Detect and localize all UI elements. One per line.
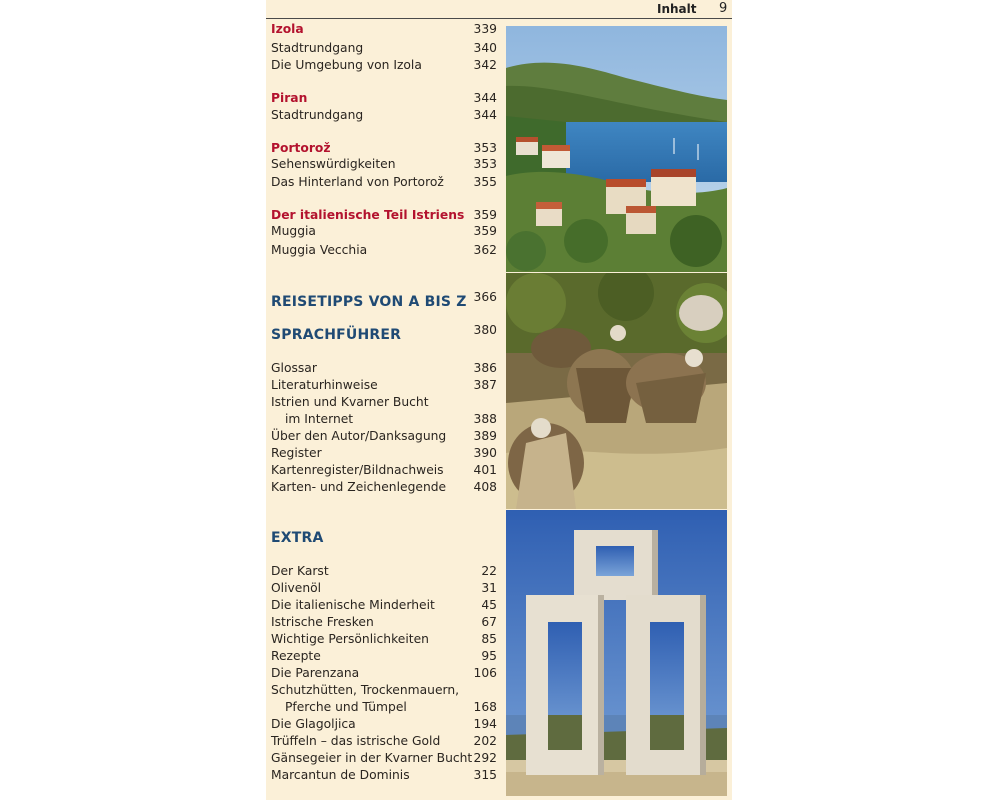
toc-entry-label: Rezepte bbox=[271, 649, 321, 663]
toc-entry bbox=[271, 733, 497, 750]
toc-entry-label: Kartenregister/Bildnachweis bbox=[271, 463, 444, 477]
toc-entry-page: 168 bbox=[473, 700, 497, 714]
toc-entry-page: 344 bbox=[473, 91, 497, 105]
toc-entry-label: Portorož bbox=[271, 141, 331, 155]
toc-entry-page: 344 bbox=[473, 108, 497, 122]
toc-entry bbox=[271, 292, 497, 312]
toc-entry-label: Der italienische Teil Istriens bbox=[271, 208, 465, 222]
toc-entry bbox=[271, 445, 497, 462]
toc-entry-page: 366 bbox=[473, 290, 497, 304]
toc-entry bbox=[271, 411, 497, 428]
toc-entry-label: Wichtige Persönlichkeiten bbox=[271, 632, 429, 646]
toc-entry-page: 390 bbox=[473, 446, 497, 460]
toc-entry-page: 340 bbox=[473, 41, 497, 55]
toc-entry bbox=[271, 107, 497, 124]
toc-entry-label: Die Parenzana bbox=[271, 666, 360, 680]
toc-entry bbox=[271, 90, 497, 107]
toc-entry bbox=[271, 207, 497, 224]
header-rule bbox=[266, 18, 732, 19]
toc-entry-page: 339 bbox=[473, 22, 497, 36]
toc-entry-page: 401 bbox=[473, 463, 497, 477]
toc-entry-page: 388 bbox=[473, 412, 497, 426]
toc-entry-page: 387 bbox=[473, 378, 497, 392]
toc-entry-page: 362 bbox=[473, 243, 497, 257]
toc-entry-label: SPRACHFÜHRER bbox=[271, 327, 402, 343]
toc-entry-page: 85 bbox=[481, 632, 497, 646]
toc-entry-page: 353 bbox=[473, 141, 497, 155]
toc-entry-label: Stadtrundgang bbox=[271, 41, 364, 55]
toc-entry bbox=[271, 682, 497, 699]
toc-entry-page: 380 bbox=[473, 323, 497, 337]
toc-entry-label: Marcantun de Dominis bbox=[271, 768, 410, 782]
toc-entry-label: im Internet bbox=[285, 412, 354, 426]
toc-entry-label: Literaturhinweise bbox=[271, 378, 378, 392]
toc-entry-page: 202 bbox=[473, 734, 497, 748]
toc-entry-page: 386 bbox=[473, 361, 497, 375]
toc-entry-label: Olivenöl bbox=[271, 581, 322, 595]
toc-entry bbox=[271, 428, 497, 445]
toc-entry bbox=[271, 699, 497, 716]
toc-entry bbox=[271, 597, 497, 614]
header-title: Inhalt bbox=[657, 2, 697, 16]
toc-entry bbox=[271, 325, 497, 345]
toc-entry-page: 408 bbox=[473, 480, 497, 494]
coastal-town-photo bbox=[506, 26, 727, 272]
toc-entry-label: Gänsegeier in der Kvarner Bucht bbox=[271, 751, 473, 765]
toc-entry bbox=[271, 462, 497, 479]
toc-entry-page: 389 bbox=[473, 429, 497, 443]
toc-entry bbox=[271, 580, 497, 597]
toc-entry bbox=[271, 40, 497, 57]
toc-entry-label: Über den Autor/Danksagung bbox=[271, 429, 447, 443]
toc-entry-page: 292 bbox=[473, 751, 497, 765]
toc-entry-label: Sehenswürdigkeiten bbox=[271, 157, 396, 171]
book-page bbox=[266, 0, 732, 800]
toc-entry bbox=[271, 394, 497, 411]
toc-entry-label: REISETIPPS VON A BIS Z bbox=[271, 294, 467, 310]
toc-entry-label: Muggia Vecchia bbox=[271, 243, 368, 257]
toc-entry-label: Stadtrundgang bbox=[271, 108, 364, 122]
toc-entry-page: 194 bbox=[473, 717, 497, 731]
toc-entry-page: 67 bbox=[481, 615, 497, 629]
toc-entry-label: Glossar bbox=[271, 361, 317, 375]
header-page-number: 9 bbox=[719, 1, 728, 16]
toc-entry-page: 106 bbox=[473, 666, 497, 680]
toc-entry bbox=[271, 377, 497, 394]
toc-entry-page: 355 bbox=[473, 175, 497, 189]
toc-entry bbox=[271, 750, 497, 767]
toc-entry-label: Pferche und Tümpel bbox=[285, 700, 407, 714]
toc-entry-label: Karten- und Zeichenlegende bbox=[271, 480, 447, 494]
toc-entry bbox=[271, 57, 497, 74]
toc-entry bbox=[271, 563, 497, 580]
toc-entry-label: Trüffeln – das istrische Gold bbox=[271, 734, 441, 748]
toc-entry bbox=[271, 21, 497, 38]
toc-entry-page: 22 bbox=[481, 564, 497, 578]
toc-entry bbox=[271, 665, 497, 682]
toc-entry-label: Muggia bbox=[271, 224, 316, 238]
page-header bbox=[266, 0, 732, 18]
toc-entry bbox=[271, 174, 497, 191]
toc-entry-page: 45 bbox=[481, 598, 497, 612]
toc-entry-page: 315 bbox=[473, 768, 497, 782]
toc-entry-page: 31 bbox=[481, 581, 497, 595]
toc-entry bbox=[271, 716, 497, 733]
toc-entry bbox=[271, 223, 497, 240]
toc-entry-label: Istrien und Kvarner Bucht bbox=[271, 395, 429, 409]
toc-entry-label: Die Glagoljica bbox=[271, 717, 356, 731]
toc-entry-label: Izola bbox=[271, 22, 304, 36]
toc-entry-label: Die Umgebung von Izola bbox=[271, 58, 422, 72]
toc-entry-page: 359 bbox=[473, 224, 497, 238]
toc-entry bbox=[271, 614, 497, 631]
toc-entry-label: Register bbox=[271, 446, 322, 460]
toc-entry-label: Istrische Fresken bbox=[271, 615, 374, 629]
toc-entry-label: Die italienische Minderheit bbox=[271, 598, 435, 612]
toc-entry bbox=[271, 156, 497, 173]
toc-entry-label: EXTRA bbox=[271, 530, 324, 546]
toc-entry bbox=[271, 528, 497, 548]
stone-sculpture-photo bbox=[506, 510, 727, 796]
toc-entry-label: Der Karst bbox=[271, 564, 329, 578]
toc-entry bbox=[271, 767, 497, 784]
toc-entry bbox=[271, 242, 497, 259]
toc-entry bbox=[271, 648, 497, 665]
toc-entry-label: Piran bbox=[271, 91, 308, 105]
toc-entry-page: 359 bbox=[473, 208, 497, 222]
toc-entry bbox=[271, 631, 497, 648]
toc-entry-label: Schutzhütten, Trockenmauern, bbox=[271, 683, 460, 697]
toc-entry-label: Das Hinterland von Portorož bbox=[271, 175, 444, 189]
toc-entry bbox=[271, 479, 497, 496]
toc-entry-page: 342 bbox=[473, 58, 497, 72]
toc-entry-page: 353 bbox=[473, 157, 497, 171]
toc-entry bbox=[271, 360, 497, 377]
toc-entry bbox=[271, 140, 497, 157]
vultures-photo bbox=[506, 273, 727, 509]
toc-entry-page: 95 bbox=[481, 649, 497, 663]
